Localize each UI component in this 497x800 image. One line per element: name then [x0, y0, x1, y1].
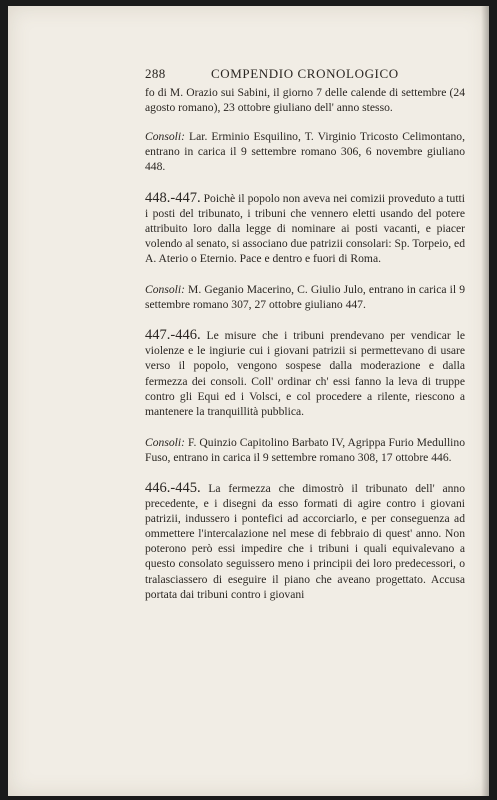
paragraph-text: Lar. Erminio Esquilino, T. Virginio Tricosto Celimontano, entrano in carica il 9 settembre romano 306, 6 novembre giuliano 448.	[145, 130, 465, 174]
page-number: 288	[145, 66, 166, 81]
year-range: 448.-447.	[145, 189, 201, 206]
paragraph-consoli	[145, 435, 465, 465]
running-title: COMPENDIO CRONOLOGICO	[211, 66, 399, 81]
paragraph-year-entry	[145, 328, 465, 419]
page-header	[145, 66, 465, 81]
paragraph-consoli	[145, 129, 465, 174]
paragraph-year-entry	[145, 481, 465, 602]
book-page	[8, 6, 489, 796]
year-range: 446.-445.	[145, 479, 201, 496]
paragraph-text: La fermezza che dimostrò il tribunato dell' anno precedente, e i disegni da esso formati di agire contro i giovani patrizii, indussero i pontefici ad accorciarlo, e per conseguenza ad ommettere l'intercalazione nel mese di febbraio di quest' anno. Non poterono però essi impedire che i tribuni i quali equivalevano a questo consolato seguissero meno i principii dei loro predecessori, o tralasciassero di eseguire il piano che aveano progettato. Accusa portata dai tribuni contro i giovani	[145, 481, 465, 601]
paragraph-text: Le misure che i tribuni prendevano per vendicar le violenze e le ingiurie cui i giovani patrizii si permettevano di usare verso il popolo, vengono sospese dalla moderazione e dalla fermezza dei consoli. Coll' ordinar ch' essi fanno la leva di truppe contro gli Equi ed i Volsci, e col procedere a rilente, riescono a mantenere la tranquillità pubblica.	[145, 329, 465, 418]
paragraph-text: M. Geganio Macerino, C. Giulio Julo, entrano in carica il 9 settembre romano 307, 27 ottobre giuliano 447.	[145, 283, 465, 312]
paragraph-continuation	[145, 85, 465, 115]
consoli-label: Consoli:	[145, 130, 185, 144]
paragraph-year-entry	[145, 191, 465, 266]
paragraph-text: Poichè il popolo non aveva nei comizii proveduto a tutti i posti del tribunato, i tribuni che vennero eletti usando del potere attribuito loro dalla legge di nominare ai posti vacanti, e piacer volendo al senato, si associano due patrizii consolari: Sp. Torpeio, ed A. Aterio o Eternio. Pace e dentro e fuori di Roma.	[145, 191, 465, 265]
page-content	[145, 66, 465, 618]
paragraph-consoli	[145, 282, 465, 312]
paragraph-text: F. Quinzio Capitolino Barbato IV, Agrippa Furio Medullino Fuso, entrano in carica il 9 settembre romano 308, 17 ottobre 446.	[145, 435, 465, 464]
paragraph-text: fo di M. Orazio sui Sabini, il giorno 7 delle calende di settembre (24 agosto romano), 23 ottobre giuliano dell' anno stesso.	[145, 86, 465, 115]
year-range: 447.-446.	[145, 327, 201, 344]
consoli-label: Consoli:	[145, 283, 185, 297]
consoli-label: Consoli:	[145, 435, 185, 449]
